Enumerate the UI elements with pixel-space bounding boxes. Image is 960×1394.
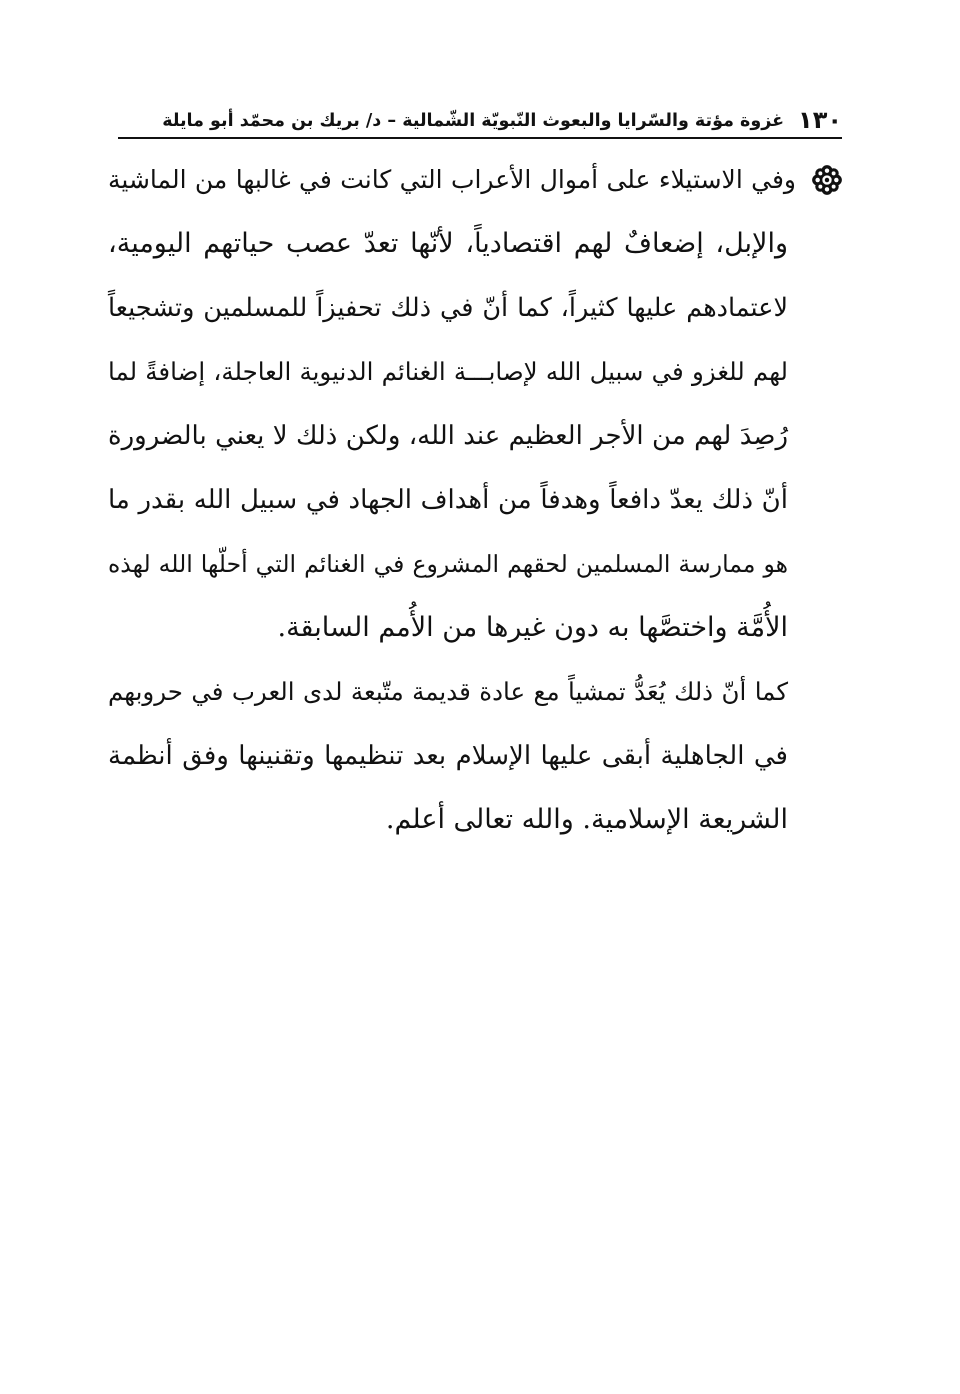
text-line xyxy=(108,148,844,212)
text-line: لهم للغزو في سبيل الله لإصابـــة الغنائم الدنيوية العاجلة، إضافةً لما xyxy=(108,357,788,386)
text-line: الشريعة الإسلامية. والله تعالى أعلم. xyxy=(385,804,788,835)
running-header xyxy=(118,92,842,132)
header-divider xyxy=(118,137,842,139)
text-line: في الجاهلية أبقى عليها الإسلام بعد تنظيمها وتقنينها وفق أنظمة xyxy=(108,741,788,771)
eight-petal-flower-ornament-icon xyxy=(808,167,844,197)
running-header-title: غزوة مؤتة والسّرايا والبعوث النّبويّة الشّمالية – د/ بريك بن محمّد أبو مايلة xyxy=(162,110,785,131)
body-text xyxy=(108,148,844,852)
text-line: الأُمَّة واختصَّها به دون غيرها من الأُمم السابقة. xyxy=(277,612,788,643)
text-line-content: وفي الاستيلاء على أموال الأعراب التي كانت في غالبها من الماشية xyxy=(108,165,796,194)
page-number: ١٣٠ xyxy=(798,106,842,134)
text-line: لاعتمادهم عليها كثيراً، كما أنّ في ذلك تحفيزاً للمسلمين وتشجيعاً xyxy=(108,293,788,323)
text-line: هو ممارسة المسلمين لحقهم المشروع في الغنائم التي أحلّها الله لهذه xyxy=(108,550,788,578)
text-line: أنّ ذلك يعدّ دافعاً وهدفاً من أهداف الجهاد في سبيل الله بقدر ما xyxy=(108,485,788,515)
text-line: رُصِدَ لهم من الأجر العظيم عند الله، ولكن ذلك لا يعني بالضرورة xyxy=(108,421,788,451)
text-line: والإبل، إضعافٌ لهم اقتصادياً، لأنّها تعدّ عصب حياتهم اليومية، xyxy=(108,228,788,259)
text-line: كما أنّ ذلك يُعَدُّ تمشياً مع عادة قديمة متّبعة لدى العرب في حروبهم xyxy=(108,677,788,706)
